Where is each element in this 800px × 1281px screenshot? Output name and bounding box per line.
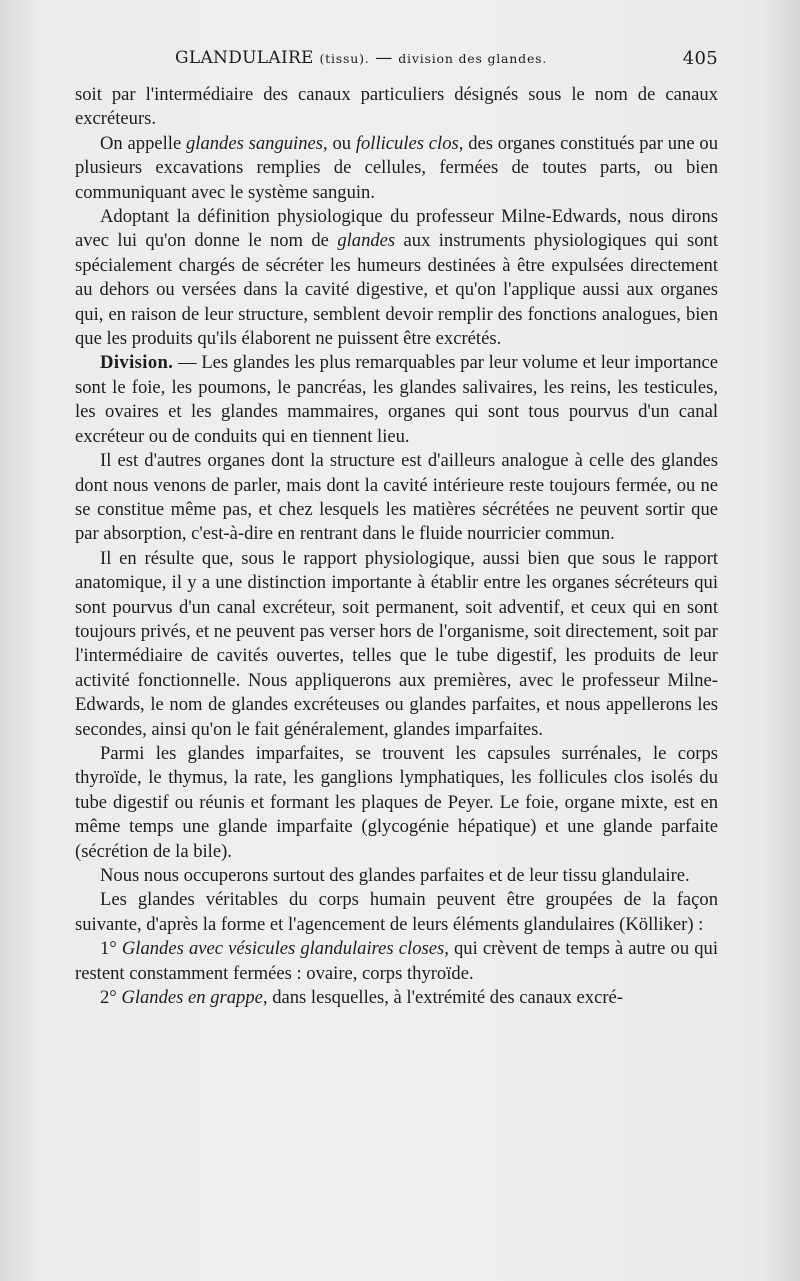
- paragraph-9: Les glandes véritables du corps humain peuvent être groupées de la façon suivante, d'après la forme et l'agencement de leurs éléments glandulaires (Kölliker) :: [75, 889, 718, 935]
- page-number: 405: [682, 48, 718, 69]
- paragraph-1: soit par l'intermédiaire des canaux particuliers désignés sous le nom de canaux excréteurs.: [75, 84, 718, 130]
- p3-text-b: aux instruments physiologiques qui sont spécialement chargés de sécréter les humeurs destinées à être expulsées directement au dehors ou versées dans la cavité digestive, et qu'on l'applique aussi aux organes qui, en raison de leur structure, semblent devoir remplir des fonctions analogues, bien que les produits qu'ils élaborent ne puissent être excrétés.: [75, 230, 718, 350]
- header-section: division des glandes.: [398, 51, 548, 66]
- header-title-main: GLANDULAIRE: [175, 48, 314, 68]
- list-item-1-text: , qui crèvent de temps à autre ou qui restent constamment fermées : ovaire, corps thyroïde.: [75, 938, 718, 984]
- list-item-1: [75, 937, 718, 986]
- list-item-2: [75, 986, 718, 1010]
- list-number-2: 2°: [100, 987, 122, 1009]
- list-number-1: 1°: [100, 938, 122, 960]
- paragraph-3: [75, 205, 718, 351]
- list-item-2-title: Glandes en grappe: [121, 987, 263, 1009]
- p2-text-b: , ou: [323, 132, 356, 154]
- list-item-1-title: Glandes avec vésicules glandulaires closes: [121, 938, 445, 960]
- running-header: [175, 48, 720, 74]
- paragraph-4: [75, 351, 718, 449]
- p3-text-a: Adoptant la définition physiologique du professeur Milne-Edwards, nous dirons avec lui qu'on donne le nom de: [75, 206, 718, 252]
- header-dash: —: [369, 48, 399, 68]
- p2-text-c: , des organes constitués par une ou plusieurs excavations remplies de cellules, fermées de toutes parts, ou bien communiquant avec le système sanguin.: [75, 132, 718, 203]
- header-title-paren: (tissu).: [319, 51, 370, 66]
- paragraph-5: Il est d'autres organes dont la structure est d'ailleurs analogue à celle des glandes dont nous venons de parler, mais dont la cavité intérieure reste toujours fermée, ou ne se constitue même pas, et chez lesquels les matières sécrétées ne peuvent sortir que par absorption, c'est-à-dire en rentrant dans le fluide nourricier commun.: [75, 450, 718, 545]
- paragraph-6: Il en résulte que, sous le rapport physiologique, aussi bien que sous le rapport anatomique, il y a une distinction importante à établir entre les organes sécréteurs qui sont pourvus d'un canal excréteur, soit permanent, soit adventif, et ceux qui en sont toujours privés, et ne peuvent pas verser hors de l'organisme, soit directement, soit par l'intermédiaire de cavités ouvertes, telles que le tube digestif, les produits de leur activité fonctionnelle. Nous appliquerons aux premières, avec le professeur Milne-Edwards, le nom de glandes excréteuses ou glandes parfaites, et nous appellerons les secondes, ainsi qu'on le fait généralement, glandes imparfaites.: [75, 547, 718, 740]
- running-title: [175, 48, 547, 68]
- p2-italic-2: follicules clos: [355, 132, 459, 154]
- p2-italic-1: glandes sanguines: [186, 132, 324, 154]
- p3-italic-1: glandes: [337, 230, 396, 252]
- paragraph-2: [75, 132, 718, 205]
- section-heading-division: Division.: [100, 352, 174, 374]
- p4-text: — Les glandes les plus remarquables par leur volume et leur importance sont le foie, les poumons, le pancréas, les glandes salivaires, les reins, les testicules, les ovaires et les glandes mammaires, organes qui sont tous pourvus d'un canal excréteur ou de conduits qui en tiennent lieu.: [75, 352, 718, 447]
- body-text: [75, 83, 718, 1010]
- paragraph-8: Nous nous occuperons surtout des glandes parfaites et de leur tissu glandulaire.: [100, 865, 690, 886]
- p2-text-a: On appelle: [100, 132, 186, 154]
- paragraph-7: Parmi les glandes imparfaites, se trouvent les capsules surrénales, le corps thyroïde, le thymus, la rate, les ganglions lymphatiques, les follicules clos isolés du tube digestif ou réunis et formant les plaques de Peyer. Le foie, organe mixte, est en même temps une glande imparfaite (glycogénie hépatique) et une glande parfaite (sécrétion de la bile).: [75, 742, 718, 862]
- list-item-2-text: , dans lesquelles, à l'extrémité des canaux excré-: [262, 987, 623, 1009]
